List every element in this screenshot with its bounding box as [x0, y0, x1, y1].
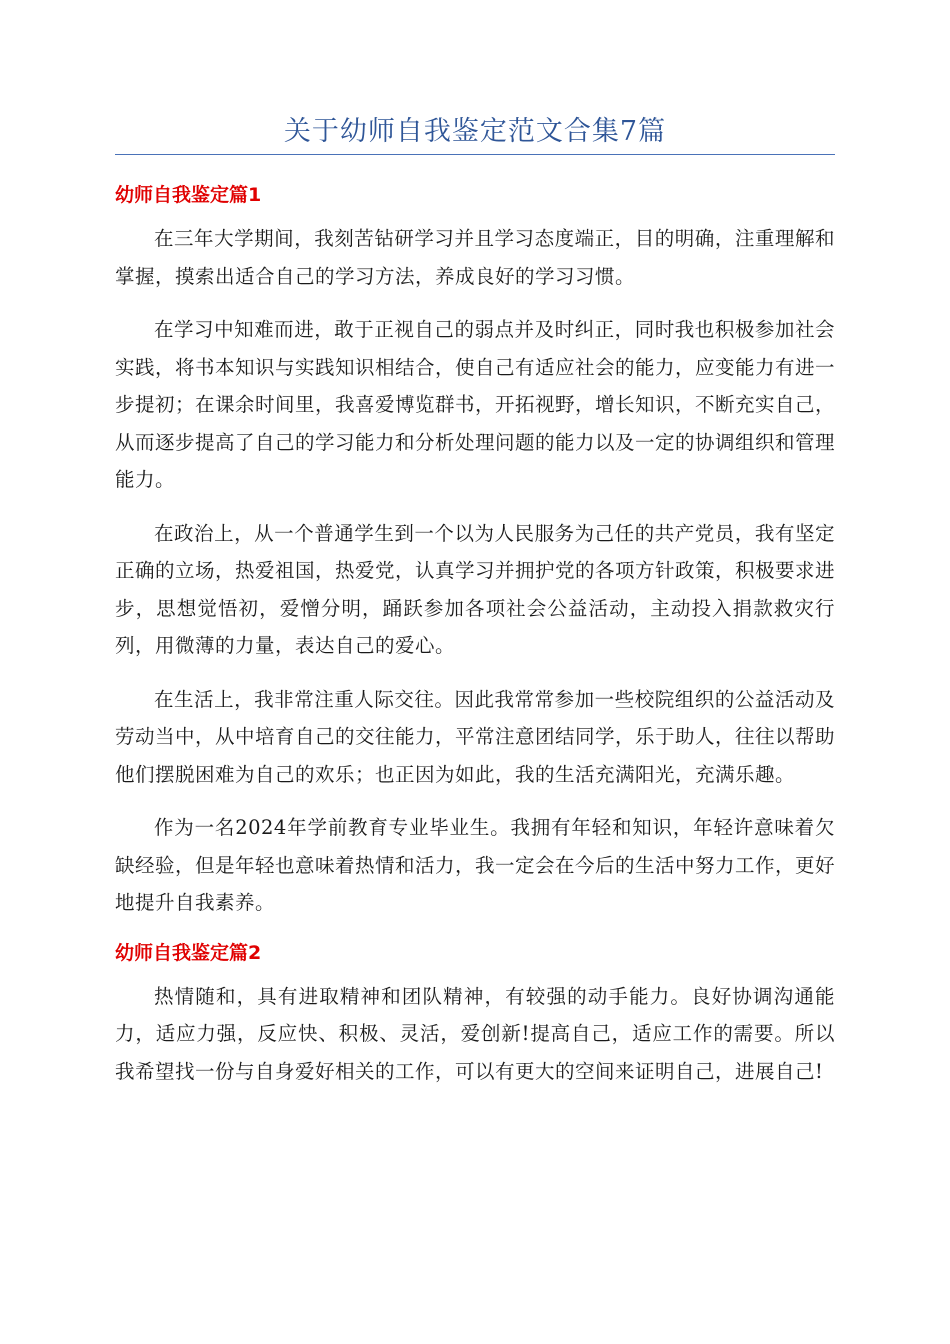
- paragraph: 热情随和，具有进取精神和团队精神，有较强的动手能力。良好协调沟通能力，适应力强，反应快、积极、灵活，爱创新!提高自己，适应工作的需要。所以我希望找一份与自身爱好相关的工作，可以有更大的空间来证明自己，进展自己!: [115, 984, 835, 1083]
- paragraph: 在三年大学期间，我刻苦钻研学习并且学习态度端正，目的明确，注重理解和掌握，摸索出适合自己的学习方法，养成良好的学习习惯。: [115, 227, 835, 288]
- title-underline: [115, 154, 835, 155]
- section-2: [115, 938, 835, 1091]
- paragraph: 在生活上，我非常注重人际交往。因此我常常参加一些校院组织的公益活动及劳动当中，从中培育自己的交往能力，平常注意团结同学，乐于助人，往往以帮助他们摆脱困难为自己的欢乐；也正因为如此，我的生活充满阳光，充满乐趣。: [115, 687, 836, 786]
- paragraph: 在学习中知难而进，敢于正视自己的弱点并及时纠正，同时我也积极参加社会实践，将书本知识与实践知识相结合，使自己有适应社会的能力，应变能力有进一步提初；在课余时间里，我喜爱博览群书，开拓视野，增长知识，不断充实自己，从而逐步提高了自己的学习能力和分析处理问题的能力以及一定的协调组织和管理能力。: [115, 318, 836, 491]
- section-1: [115, 180, 835, 922]
- paragraph: 作为一名2024年学前教育专业毕业生。我拥有年轻和知识，年轻许意味着欠缺经验，但是年轻也意味着热情和活力，我一定会在今后的生活中努力工作，更好地提升自我素养。: [115, 816, 836, 914]
- section-heading: 幼师自我鉴定篇2: [115, 941, 262, 964]
- paragraph: 在政治上，从一个普通学生到一个以为人民服务为己任的共产党员，我有坚定正确的立场，热爱祖国，热爱党，认真学习并拥护党的各项方针政策，积极要求进步，思想觉悟初，爱憎分明，踊跃参加各项社会公益活动，主动投入捐款救灾行列，用微薄的力量，表达自己的爱心。: [115, 521, 836, 657]
- document-body: [115, 170, 835, 1106]
- document-title: 关于幼师自我鉴定范文合集7篇: [283, 116, 667, 147]
- section-heading: 幼师自我鉴定篇1: [115, 184, 262, 206]
